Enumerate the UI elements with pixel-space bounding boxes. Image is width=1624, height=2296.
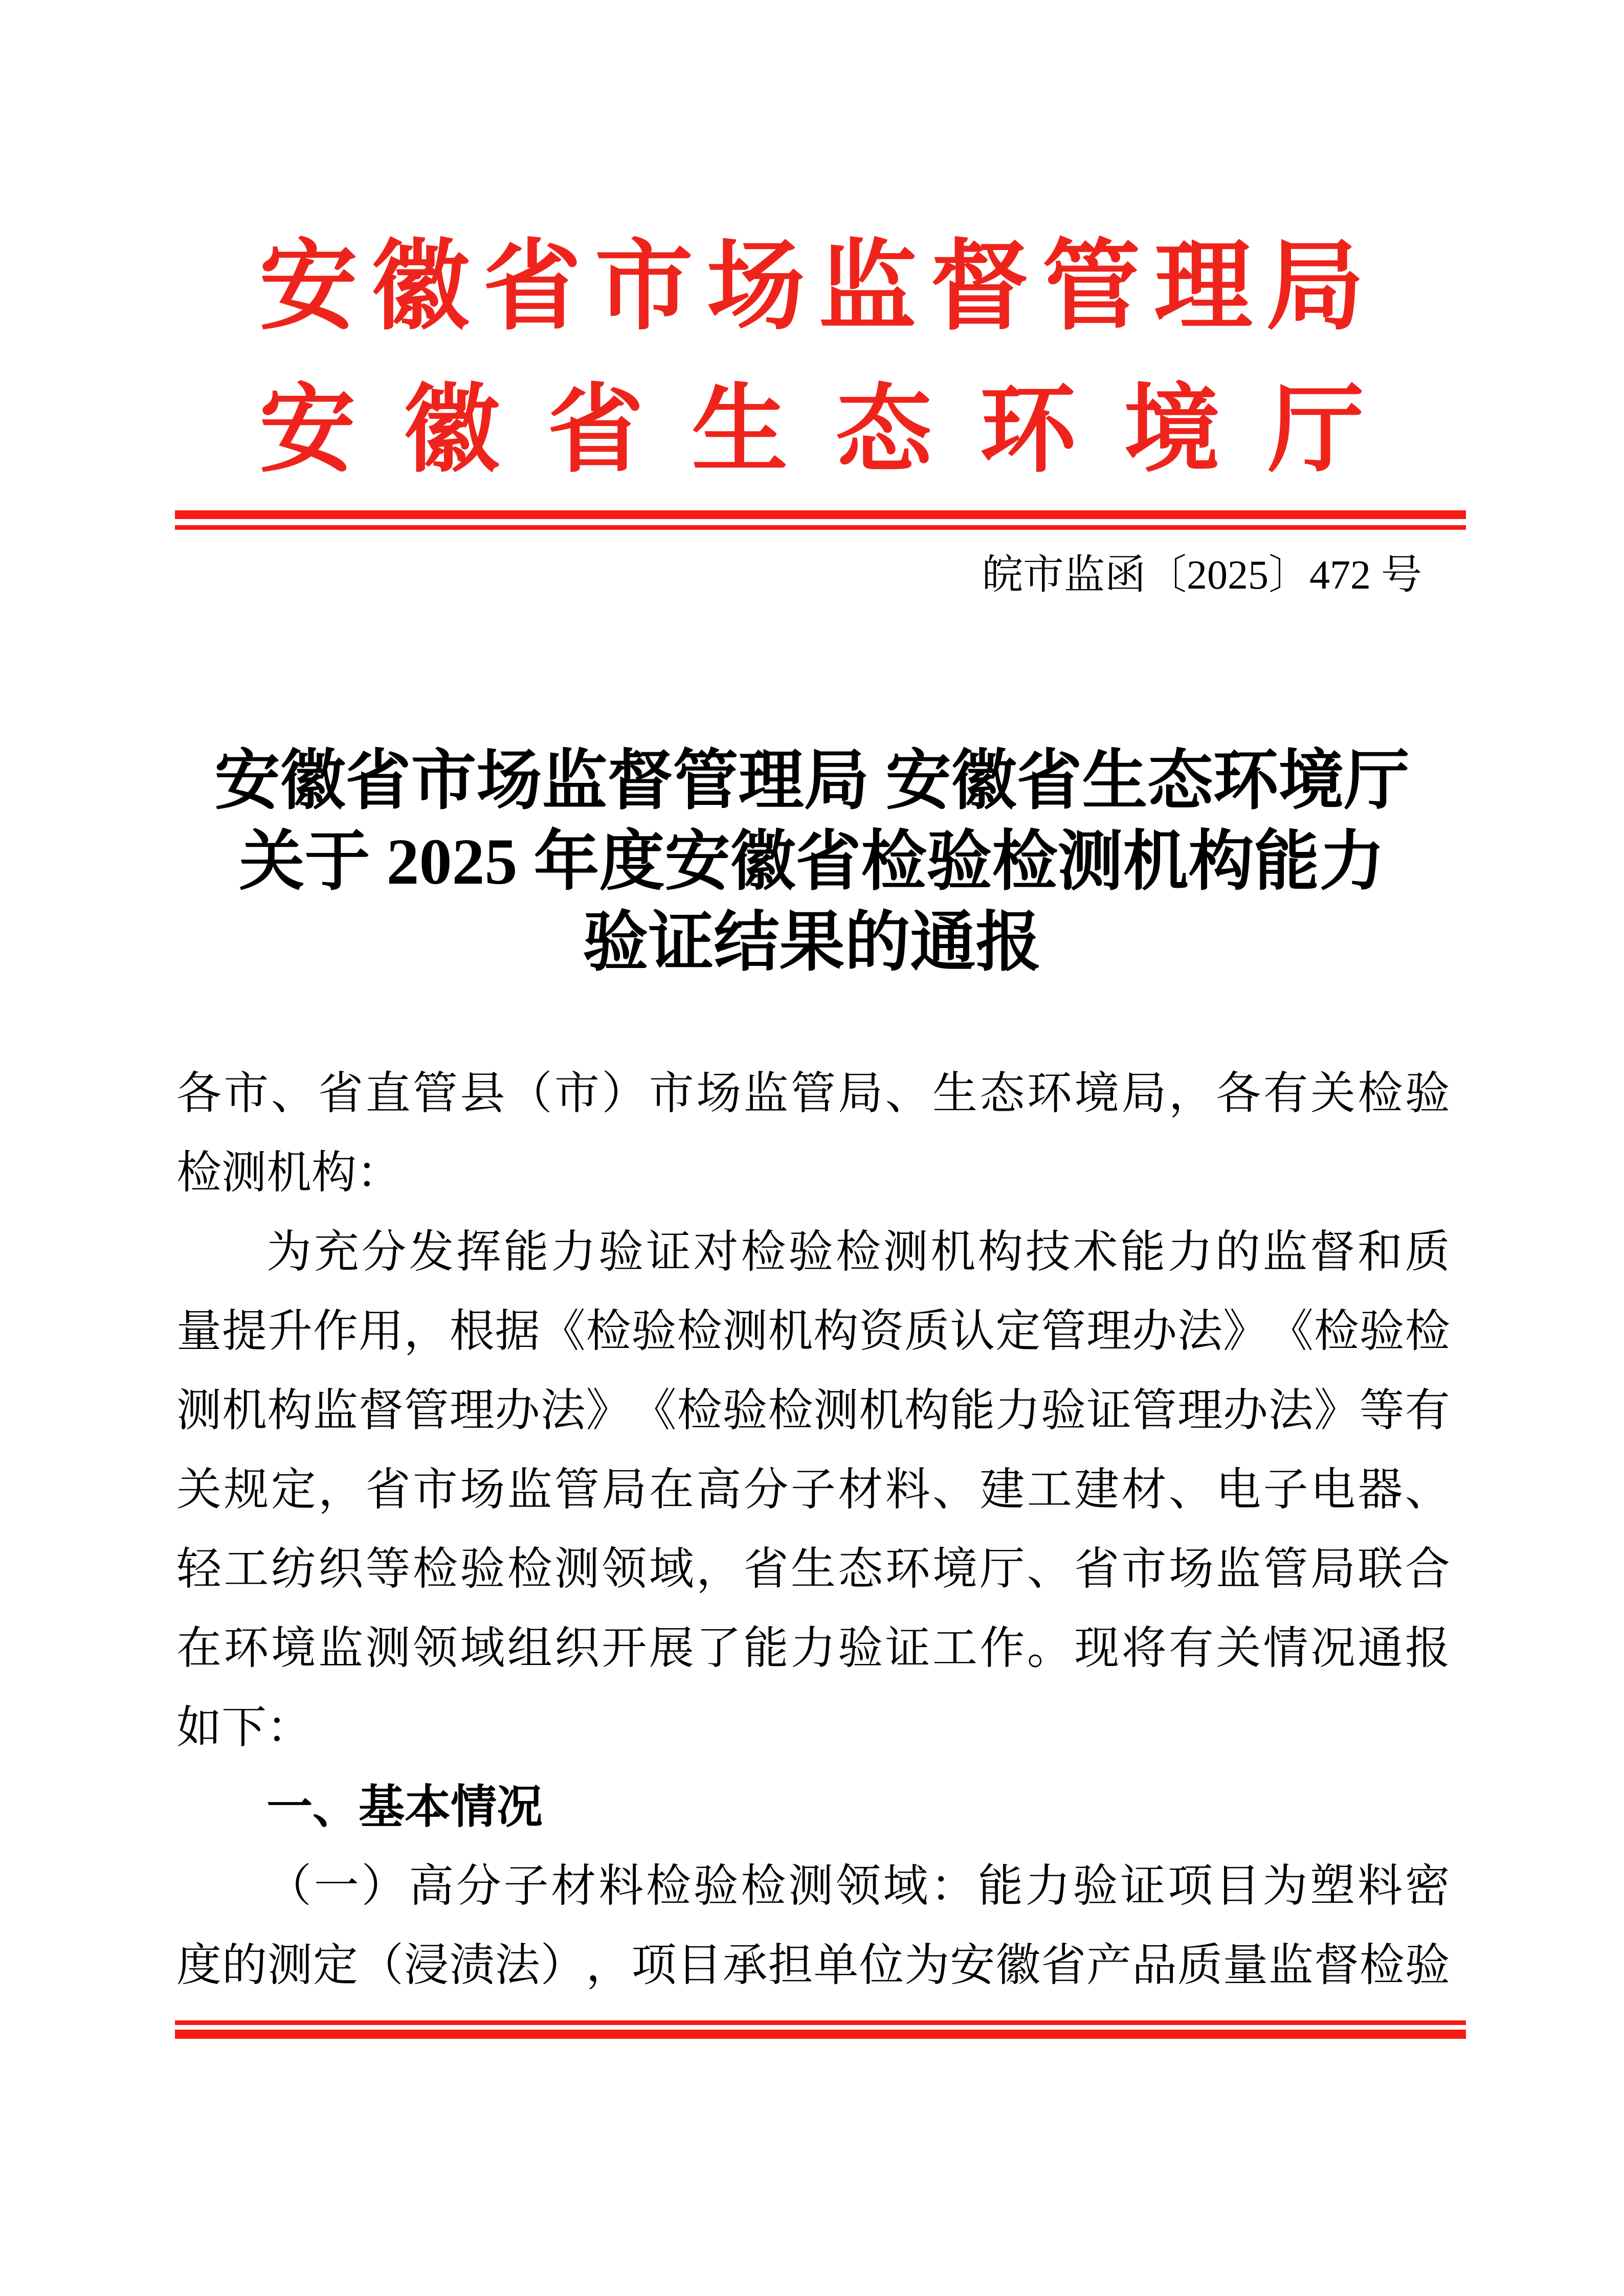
footer-divider-thick-rule [175,2030,1466,2039]
body-line-salutation-2: 检测机构： [176,1149,402,1198]
body-line-salutation-1: 各 市 、 省 直 管 县 （ 市 ） 市 场 监 管 局 、 生 态 环 境 局 ， 各 有 关 检 验 [176,1069,1450,1119]
title-line-1: 安徽省市场监督管理局 安徽省生态环境厅 [214,745,1410,817]
body-line-para1-3: 测 机 构 监 督 管 理 办 法 》 《 检 验 检 测 机 构 能 力 验 证 管 理 办 法 》 等 有 [176,1386,1450,1436]
title-line-2: 关于 2025 年度安徽省检验检测机构能力 [239,825,1385,898]
title-line-3: 验证结果的通报 [583,906,1041,979]
document-title [102,740,1522,983]
body-line-para1-5: 轻 工 纺 织 等 检 验 检 测 领 域 ， 省 生 态 环 境 厅 、 省 市 场 监 管 局 联 合 [176,1545,1450,1594]
header-divider-thick-rule [175,510,1466,519]
body-line-para2-1: （ 一 ） 高 分 子 材 料 检 验 检 测 领 域 ： 能 力 验 证 项 目 为 塑 料 密 [266,1862,1450,1911]
body-heading-section-1: 一、基本情况 [266,1782,543,1833]
body-line-para1-1: 为 充 分 发 挥 能 力 验 证 对 检 验 检 测 机 构 技 术 能 力 的 监 督 和 质 [266,1228,1450,1277]
footer-divider-thin-rule [175,2020,1466,2025]
body-line-para1-6: 在 环 境 监 测 领 域 组 织 开 展 了 能 力 验 证 工 作 。 现 将 有 关 情 况 通 报 [176,1624,1450,1674]
letterhead-org-line1: 安 徽 省 市 场 监 督 管 理 局 [259,233,1364,342]
document-body [176,1054,1450,2006]
body-line-para1-7: 如下： [176,1703,312,1753]
body-line-para1-4: 关 规 定 ， 省 市 场 监 管 局 在 高 分 子 材 料 、 建 工 建 材 、 电 子 电 器 、 [176,1466,1450,1515]
document-number: 皖市监函〔2025〕472 号 [982,553,1422,598]
header-divider-thin-rule [175,525,1466,530]
body-line-para2-2: 度 的 测 定 （ 浸 渍 法 ） ， 项 目 承 担 单 位 为 安 徽 省 产 品 质 量 监 督 检 验 [176,1941,1450,1991]
body-line-para1-2: 量 提 升 作 用 ， 根 据 《 检 验 检 测 机 构 资 质 认 定 管 理 办 法 》 《 检 验 检 [176,1307,1450,1357]
letterhead-org-line2: 安 徽 省 生 态 环 境 厅 [259,377,1364,484]
